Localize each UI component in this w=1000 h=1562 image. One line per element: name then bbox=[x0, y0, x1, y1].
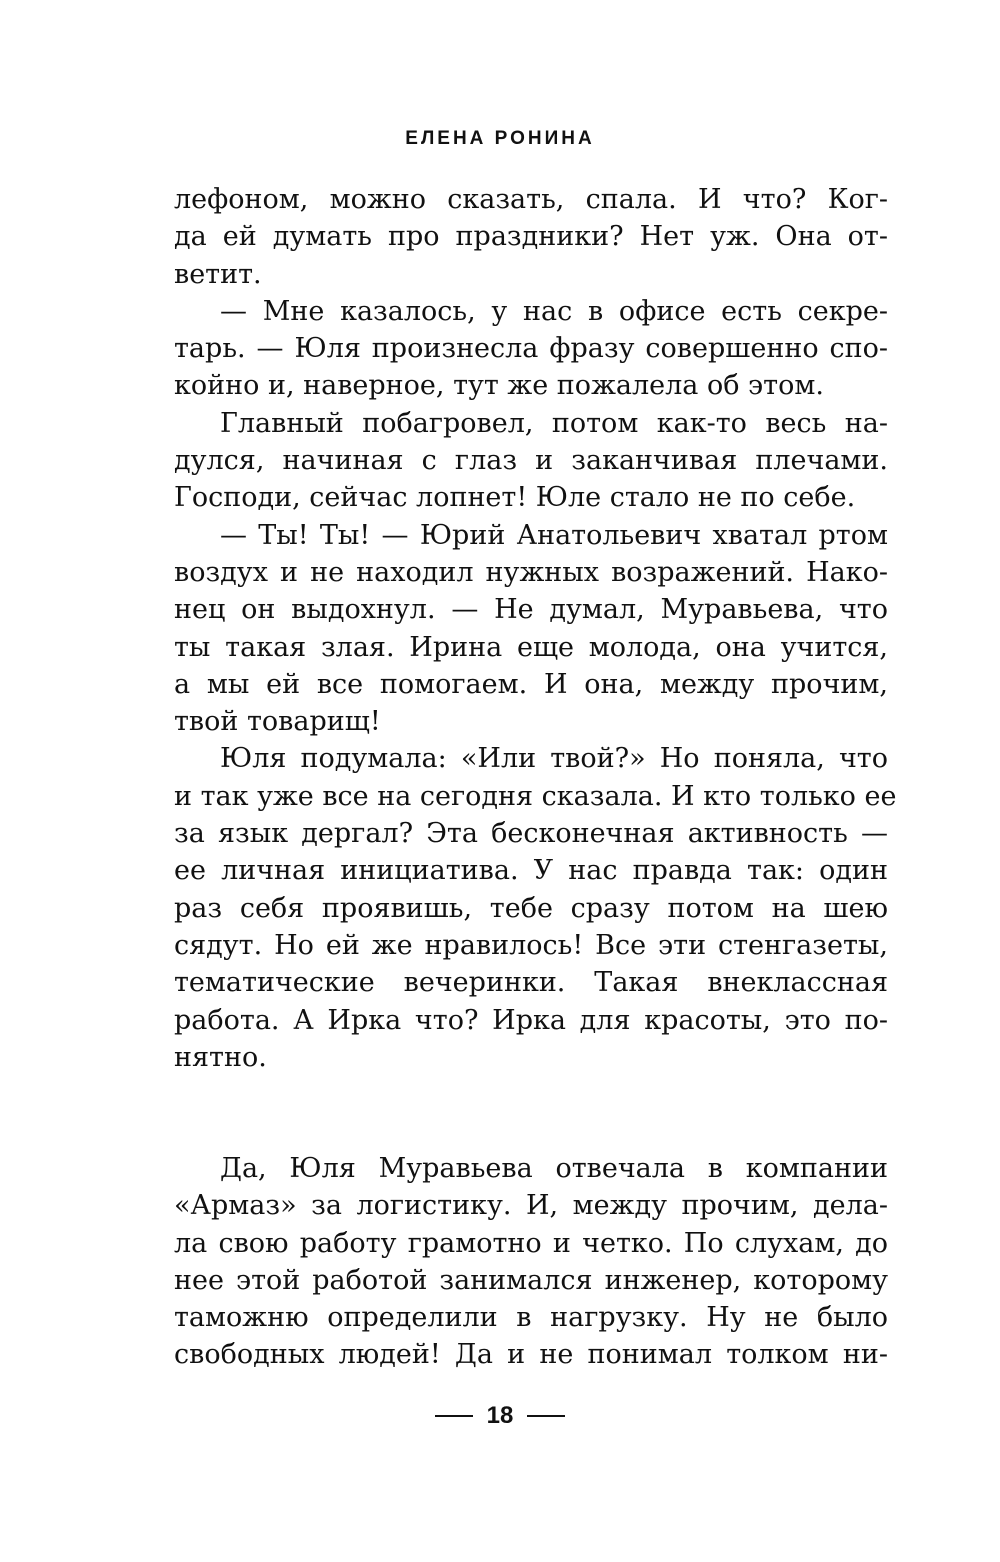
folio-rule-left bbox=[435, 1415, 473, 1417]
text-line: ла свою работу грамотно и четко. По слухам, до bbox=[174, 1227, 888, 1259]
folio-rule-right bbox=[527, 1415, 565, 1417]
page-number: 18 bbox=[486, 1402, 514, 1429]
text-line: а мы ей все помогаем. И она, между прочим, bbox=[174, 668, 888, 700]
text-line: воздух и не находил нужных возражений. Нако- bbox=[174, 556, 888, 588]
text-line: Главный побагровел, потом как-то весь на- bbox=[220, 407, 888, 439]
text-line: койно и, наверное, тут же пожалела об этом. bbox=[174, 370, 824, 402]
text-line: и так уже все на сегодня сказала. И кто только ее bbox=[174, 780, 897, 812]
text-line: Да, Юля Муравьева отвечала в компании bbox=[220, 1153, 888, 1184]
text-line: Господи, сейчас лопнет! Юле стало не по себе. bbox=[174, 482, 856, 514]
text-line: Юля подумала: «Или твой?» Но поняла, что bbox=[220, 743, 888, 775]
text-line: работа. А Ирка что? Ирка для красоты, это по- bbox=[174, 1004, 888, 1036]
text-line: ты такая злая. Ирина еще молода, она учится, bbox=[174, 631, 888, 663]
text-block-2 bbox=[174, 1150, 888, 1374]
page-footer bbox=[0, 1402, 1000, 1430]
text-line: «Армаз» за логистику. И, между прочим, дела- bbox=[174, 1190, 888, 1222]
text-line: нятно. bbox=[174, 1041, 267, 1073]
text-line: раз себя проявишь, тебе сразу потом на шею bbox=[174, 892, 888, 924]
text-line: — Ты! Ты! — Юрий Анатольевич хватал ртом bbox=[220, 519, 888, 551]
text-line: нее этой работой занимался инженер, которому bbox=[174, 1264, 888, 1296]
running-head: ЕЛЕНА РОНИНА bbox=[405, 128, 595, 149]
text-line: ветит. bbox=[174, 258, 262, 290]
text-line: таможню определили в нагрузку. Ну не было bbox=[174, 1302, 888, 1334]
text-block-1 bbox=[174, 181, 897, 1076]
text-line: лефоном, можно сказать, спала. И что? Ког- bbox=[174, 184, 888, 215]
text-line: твой товарищ! bbox=[174, 706, 381, 738]
text-line: — Мне казалось, у нас в офисе есть секре- bbox=[220, 295, 888, 327]
text-line: сядут. Но ей же нравилось! Все эти стенгазеты, bbox=[174, 929, 888, 961]
text-line: нец он выдохнул. — Не думал, Муравьева, что bbox=[174, 594, 888, 626]
text-line: тарь. — Юля произнесла фразу совершенно спо- bbox=[174, 333, 888, 365]
text-line: да ей думать про праздники? Нет уж. Она от- bbox=[174, 221, 888, 253]
text-line: свободных людей! Да и не понимал толком ни- bbox=[174, 1339, 888, 1371]
text-line: за язык дергал? Эта бесконечная активность — bbox=[174, 818, 888, 850]
text-line: ее личная инициатива. У нас правда так: один bbox=[174, 855, 888, 887]
text-line: дулся, начиная с глаз и заканчивая плечами. bbox=[174, 445, 888, 477]
text-line: тематические вечеринки. Такая внеклассная bbox=[174, 967, 888, 999]
